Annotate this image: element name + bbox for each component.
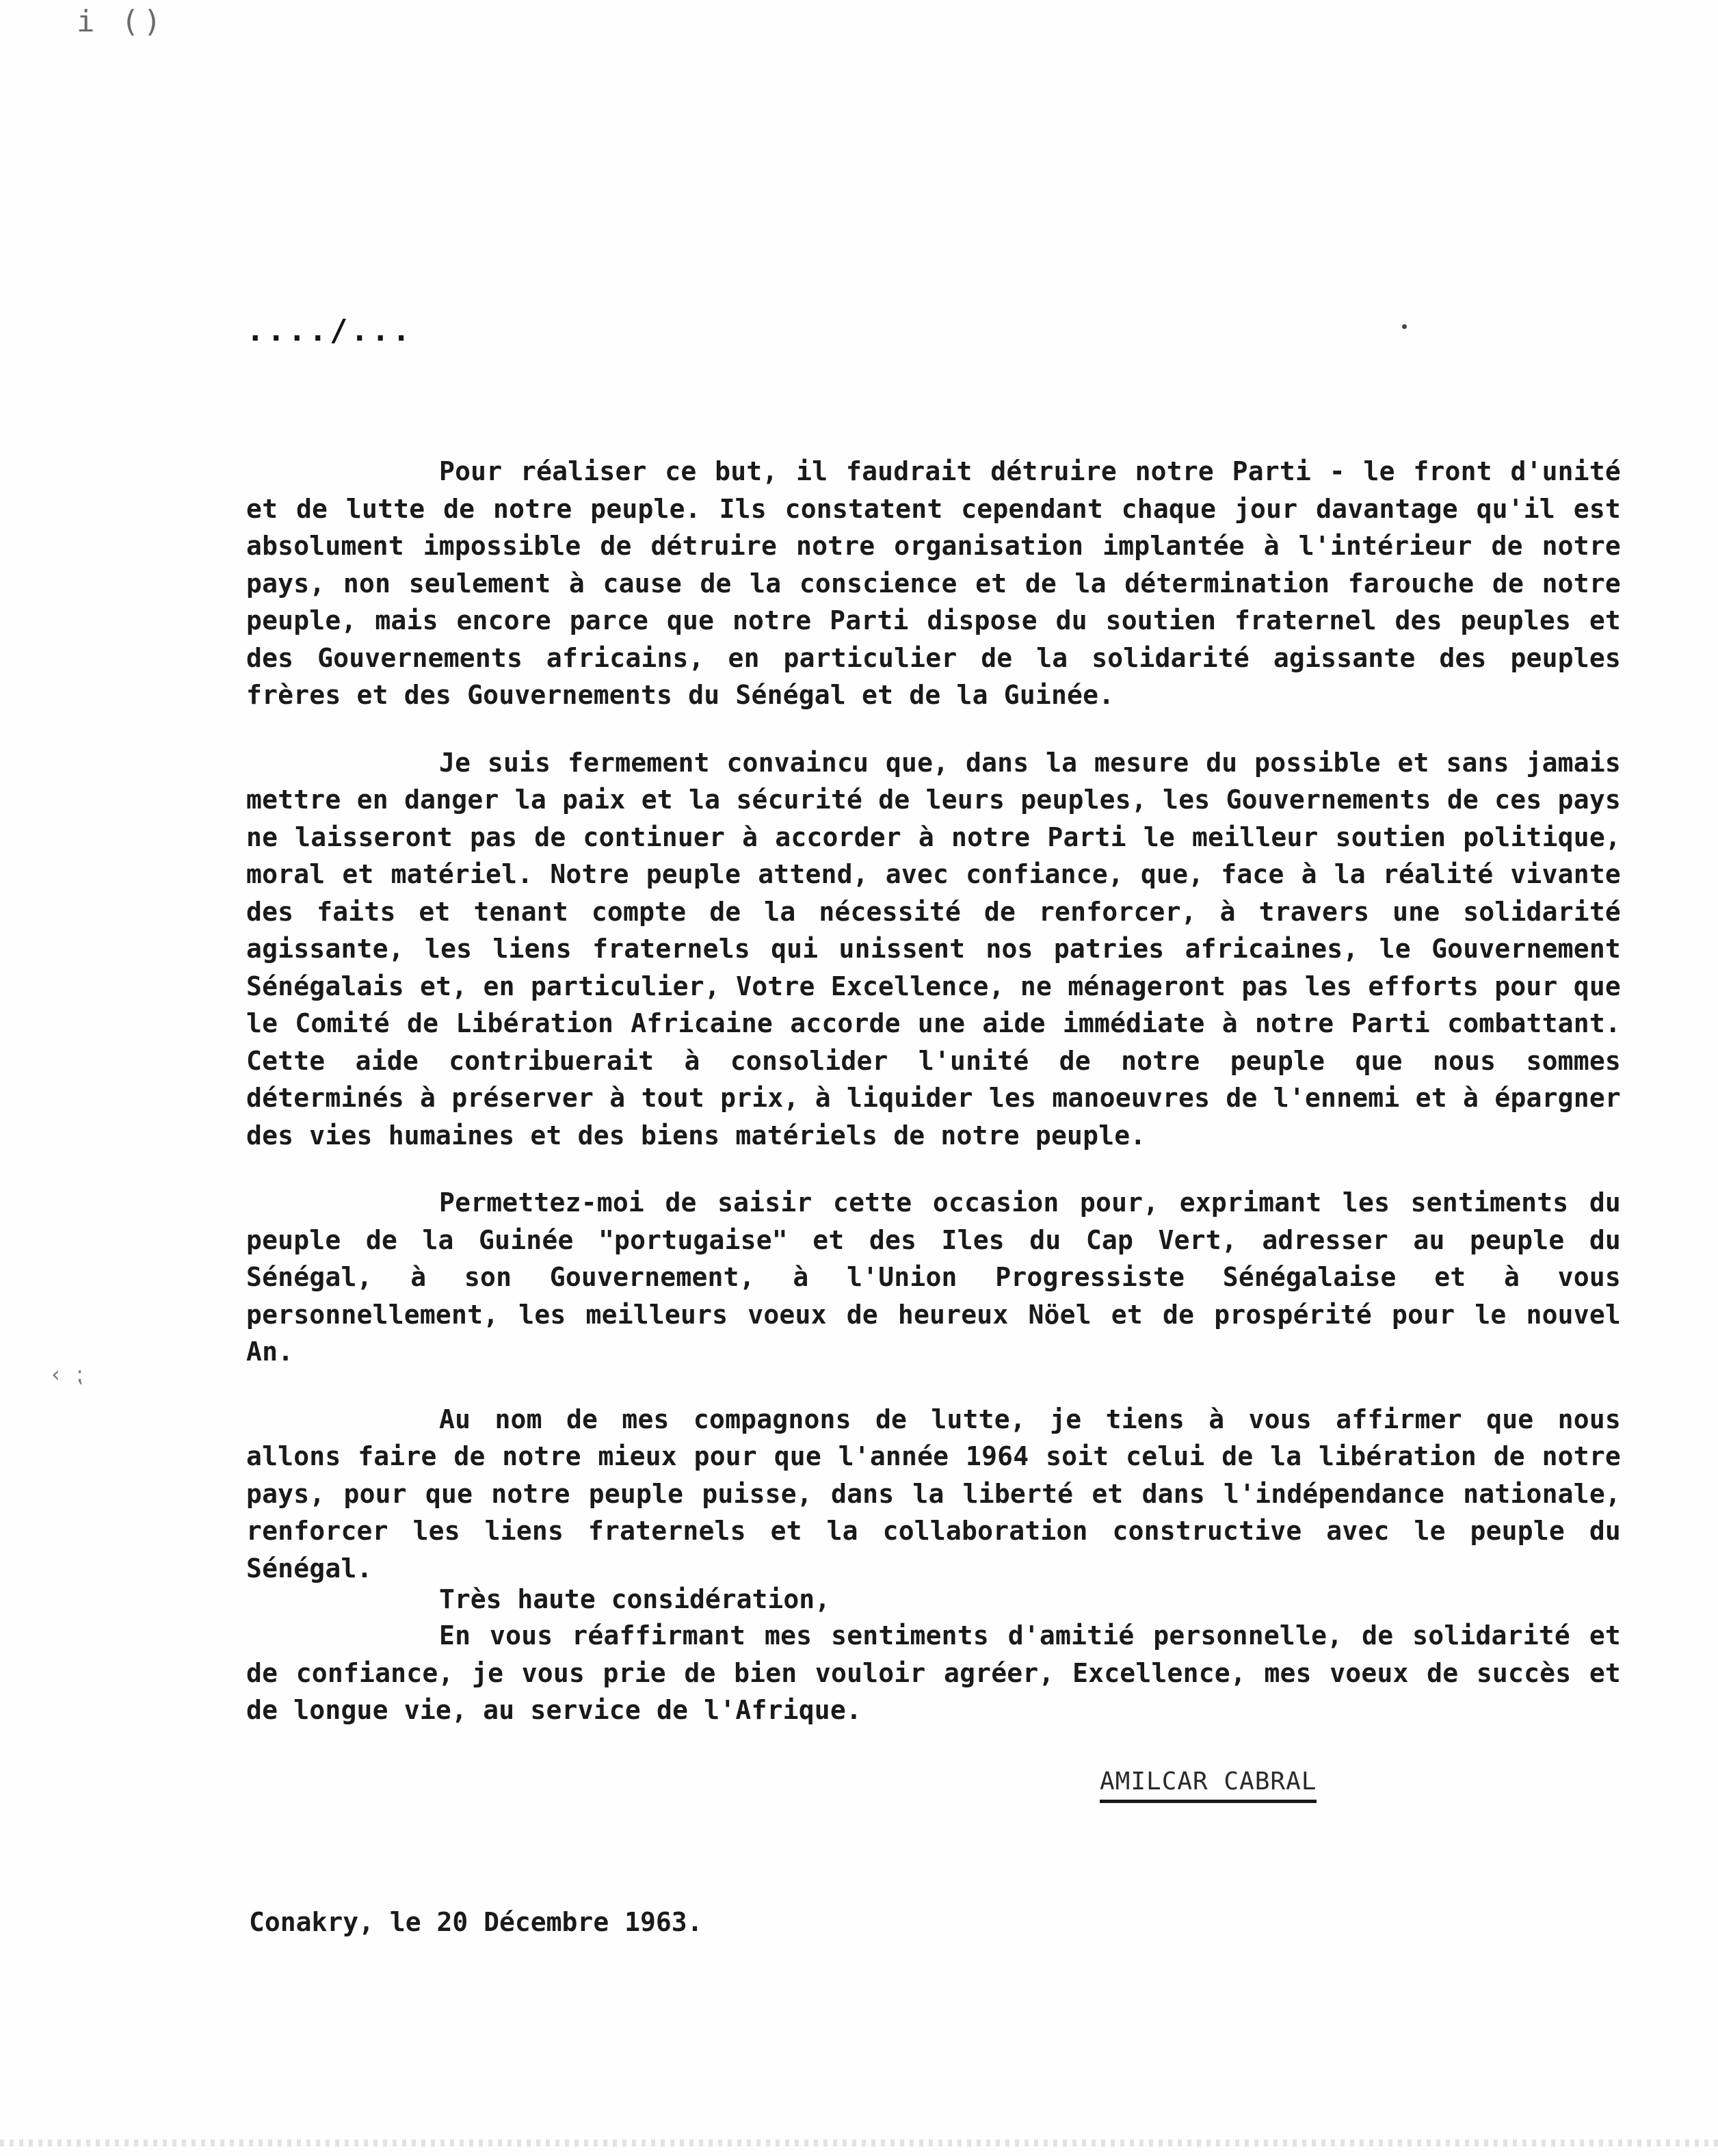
paragraph-4: Au nom de mes compagnons de lutte, je tiens à vous affirmer que nous allons faire de notre mieux pour que l'année 1964 soit celui de la libération de notre pays, pour que notre peuple puisse, dans la liberté et dans l'indépendance nationale, renforcer les liens fraternels et la collaboration constructive avec le peuple du Sénégal. xyxy=(246,1404,1621,1583)
paragraph-2: Je suis fermement convaincu que, dans la mesure du possible et sans jamais mettre en danger la paix et la sécurité de leurs peuples, les Gouvernements de ces pays ne laisseront pas de continuer à accorder à notre Parti le meilleur soutien politique, moral et matériel. Notre peuple attend, avec confiance, que, face à la réalité vivante des faits et tenant compte de la nécessité de renforcer, à travers une solidarité agissante, les liens fraternels qui unissent nos patries africaines, le Gouvernement Sénégalais et, en particulier, Votre Excellence, ne ménageront pas les efforts pour que le Comité de Libération Africaine accorde une aide immédiate à notre Parti combattant. Cette aide contribuerait à consolider l'unité de notre peuple que nous sommes déterminés à préserver à tout prix, à liquider les manoeuvres de l'ennemi et à épargner des vies humaines et des biens matériels de notre peuple. xyxy=(246,747,1621,1151)
paragraph-5: En vous réaffirmant mes sentiments d'amitié personnelle, de solidarité et de confiance, je vous prie de bien vouloir agréer, Excellence, mes voeux de succès et de longue vie, au service de l'Afrique. xyxy=(246,1620,1621,1725)
letter-body xyxy=(246,453,1621,1759)
closing-salutation: Très haute considération, xyxy=(439,1584,830,1614)
scan-edge xyxy=(0,2140,1718,2146)
margin-smudge: ‹ ⁏ xyxy=(49,1361,83,1387)
paragraph-1: Pour réaliser ce but, il faudrait détruire notre Parti - le front d'unité et de lutte de notre peuple. Ils constatent cependant chaque jour davantage qu'il est absolument impossible de détruire notre organisation implantée à l'intérieur de notre pays, non seulement à cause de la conscience et de la détermination farouche de notre peuple, mais encore parce que notre Parti dispose du soutien fraternel des peuples et des Gouvernements africains, en particulier de la solidarité agissante des peuples frères et des Gouvernements du Sénégal et de la Guinée. xyxy=(246,456,1621,710)
corner-mark: i () xyxy=(77,4,166,39)
paragraph-3: Permettez-moi de saisir cette occasion pour, exprimant les sentiments du peuple de la Guinée "portugaise" et des Iles du Cap Vert, adresser au peuple du Sénégal, à son Gouvernement, à l'Union Progressiste Sénégalaise et à vous personnellement, les meilleurs voeux de heureux Nöel et de prospérité pour le nouvel An. xyxy=(246,1187,1621,1367)
ink-speck xyxy=(1402,324,1407,329)
place-and-date: Conakry, le 20 Décembre 1963. xyxy=(249,1907,703,1937)
continuation-marker: ..../... xyxy=(246,313,413,348)
signature-name: AMILCAR CABRAL xyxy=(1100,1767,1317,1803)
